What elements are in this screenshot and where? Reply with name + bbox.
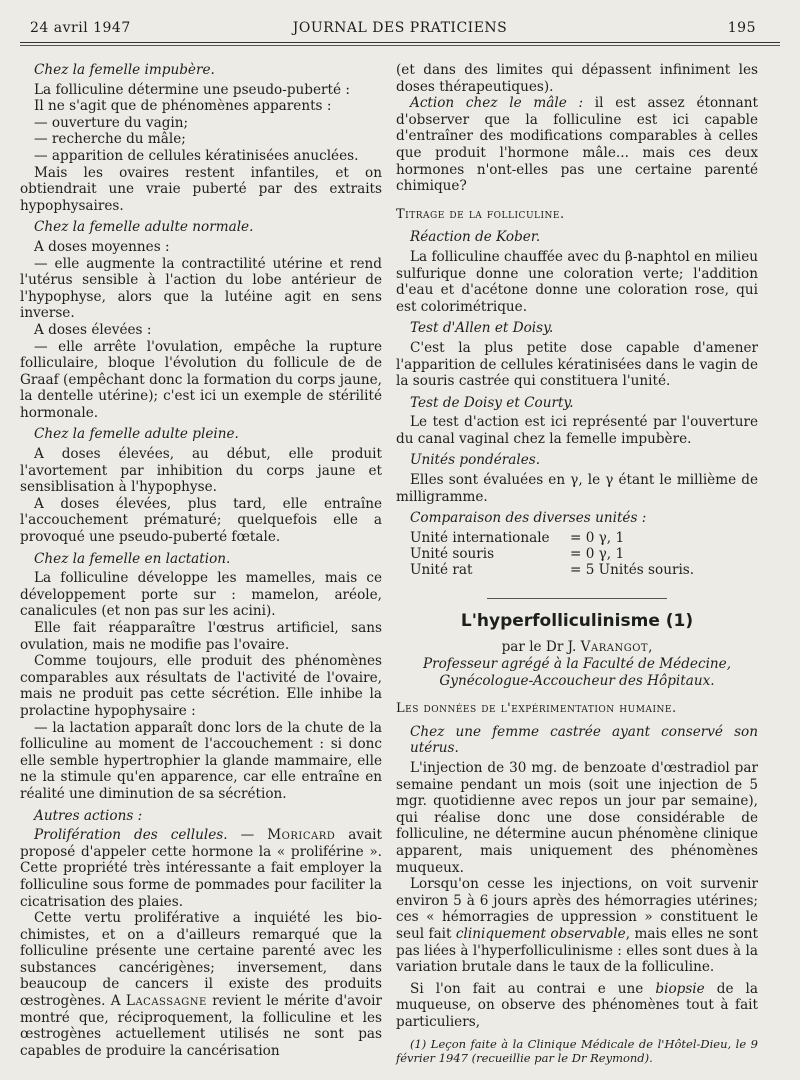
paragraph [396, 981, 758, 1031]
paragraph-text: il est assez étonnant d'observer que la folliculine est ici capable d'entraîner des modifications comparables à celles que produit l'hormone mâle... mais ces deux hormones n'ont-elles pas une certaine parenté chimique? [396, 95, 758, 195]
header-journal-title: JOURNAL DES PRATICIENS [292, 20, 508, 36]
unit-value: = 5 Unités souris. [570, 561, 695, 578]
unit-name: Unité internationale [410, 529, 550, 546]
section-heading-experimentation: Les données de l'expérimentation humaine. [396, 701, 677, 717]
list-item: — ouverture du vagin; [34, 114, 189, 131]
author-prefix: par le Dr J. [501, 639, 581, 656]
paragraph-proliferation [20, 827, 382, 910]
heading-unites-ponderales: Unités pondérales. [410, 452, 541, 469]
paragraph: Le test d'action est ici représenté par l'ouverture du canal vaginal chez la femelle impubère. [396, 414, 758, 447]
paragraph-text: revient le mérite d'avoir montré que, réciproquement, la folliculine et les œstrogènes actuellement utilisés ne sont pas capables de produire la cancérisation [20, 993, 382, 1059]
unit-name: Unité rat [410, 561, 473, 578]
heading-allen-doisy: Test d'Allen et Doisy. [410, 320, 554, 337]
heading-comparaison: Comparaison des diverses unités : [410, 510, 647, 527]
right-column [396, 62, 758, 1065]
paragraph: A doses élevées, au début, elle produit l'avortement par inhibition du corps jaune et sensiblisation à l'hypophyse. [20, 446, 382, 496]
paragraph: Elle fait réapparaître l'œstrus artificiel, sans ovulation, mais ne modifie pas l'ovaire. [20, 620, 382, 653]
paragraph-text: , mais elles ne sont pas liées à l'hyperfolliculinisme : elles sont dues à la variation brutale dans le taux de la folliculine. [396, 925, 758, 976]
paragraph: Elles sont évaluées en γ, le γ étant le millième de milligramme. [396, 472, 758, 505]
section-heading-titrage: Titrage de la folliculine. [396, 206, 565, 222]
footnote: (1) Leçon faite à la Clinique Médicale de l'Hôtel-Dieu, le 9 février 1947 (recueillie par le Dr Reymond). [396, 1036, 758, 1065]
author-name: Moricard [267, 827, 336, 844]
paragraph: L'injection de 30 mg. de benzoate d'œstradiol par semaine pendant un mois (soit une injection de 5 mgr. quotidienne avec repos un jour par semaine), qui réalise donc une dose considérable de folliculine, ne détermine aucun phénomène clinique apparent, mais uniquement des phénomènes muqueux. [396, 760, 758, 876]
article-author [396, 639, 758, 656]
header-rule [20, 42, 780, 43]
subheading-proliferation: Prolifération des cellules. [34, 827, 228, 844]
unit-value: = 0 γ, 1 [570, 529, 625, 546]
paragraph: La folliculine détermine une pseudo-puberté : [34, 81, 350, 98]
heading-doisy-courty: Test de Doisy et Courty. [410, 394, 574, 411]
header-date: 24 avril 1947 [30, 20, 131, 36]
paragraph-text: avait proposé d'appeler cette hormone la « proliférine ». Cette propriété très intéressante a fait employer la folliculine sous forme de pommades pour faciliter la cicatrisation des plaies. [20, 827, 382, 910]
paragraph [20, 910, 382, 1059]
header-page-number: 195 [727, 20, 756, 36]
paragraph: La folliculine chauffée avec du β-naphtol en milieu sulfurique donne une coloration verte; l'addition d'eau et d'acétone donne une coloration rose, qui est colorimétrique. [396, 248, 758, 315]
header-rule-thin [20, 45, 780, 46]
heading-impubere: Chez la femelle impubère. [34, 62, 215, 78]
emphasis: biopsie [655, 980, 705, 997]
units-table [410, 530, 694, 578]
paragraph-text: Si l'on fait au contrai e une [410, 980, 656, 997]
table-row [410, 530, 694, 546]
unit-name: Unité souris [410, 545, 495, 562]
subheading-male: Action chez le mâle : [410, 95, 584, 112]
author-affiliation: Professeur agrégé à la Faculté de Médecine, [422, 656, 732, 673]
paragraph: — elle augmente la contractilité utérine et rend l'utérus sensible à l'action du lobe antérieur de l'hypophyse, alors que la lutéine agit en sens inverse. [20, 255, 382, 322]
left-column [20, 62, 382, 1059]
paragraph: A doses moyennes : [34, 238, 170, 255]
paragraph: Comme toujours, elle produit des phénomènes comparables aux résultats de l'activité de l'ovaire, mais ne produit pas cette sécrétion. Elle inhibe la prolactine hypophysaire : [20, 653, 382, 719]
author-suffix: , [648, 639, 653, 656]
dash: — [227, 827, 268, 844]
article-title: L'hyperfolliculinisme (1) [460, 610, 694, 631]
paragraph: La folliculine développe les mamelles, mais ce développement porte sur : mamelon, aréole, canalicules (et non pas sur les acini). [20, 570, 382, 620]
unit-value: = 0 γ, 1 [570, 545, 625, 562]
paragraph: A doses élevées, plus tard, elle entraîne l'accouchement prématuré; quelquefois elle a provoqué une pseudo-puberté fœtale. [20, 495, 382, 546]
author-name: Lacassagne [125, 993, 207, 1010]
author-name: Varangot [580, 639, 649, 656]
running-header [30, 16, 770, 44]
list-item: — recherche du mâle; [34, 131, 186, 148]
heading-adulte-normale: Chez la femelle adulte normale. [34, 219, 254, 236]
heading-adulte-pleine: Chez la femelle adulte pleine. [34, 426, 239, 443]
paragraph: Il ne s'agit que de phénomènes apparents : [34, 98, 332, 115]
table-row [410, 562, 694, 578]
paragraph-text: Lorsqu'on cesse les injections, on voit survenir environ 5 à 6 jours après des hémorragies utérines; ces « hémorragies de uppression » constituent le seul fait [396, 876, 758, 942]
paragraph-text: de la muqueuse, on observe des phénomènes tout à fait particuliers, [396, 980, 758, 1030]
paragraph: C'est la plus petite dose capable d'amener l'apparition de cellules kératinisées dans le vagin de la souris castrée qui constituera l'unité. [396, 339, 758, 390]
table-row [410, 546, 694, 562]
paragraph-text: Cette vertu proliférative a inquiété les bio-chimistes, et on a d'ailleurs remarqué que la folliculine présente une certaine parenté avec les substances cancérigènes; inversement, dans beaucoup de cancers il existe des produits œstrogènes. A [20, 910, 382, 1010]
heading-femme-castree: Chez une femme castrée ayant conservé son utérus. [410, 723, 758, 757]
list-item: — apparition de cellules kératinisées anuclées. [34, 147, 359, 164]
paragraph: A doses élevées : [34, 321, 152, 338]
heading-autres-actions: Autres actions : [34, 807, 143, 824]
paragraph: (et dans des limites qui dépassent infiniment les doses thérapeutiques). [396, 62, 758, 95]
section-divider [487, 598, 667, 599]
paragraph: Mais les ovaires restent infantiles, et on obtiendrait une vraie puberté par des extraits hypophysaires. [20, 164, 382, 214]
heading-kober: Réaction de Kober. [410, 229, 541, 246]
emphasis: cliniquement observable [455, 925, 626, 942]
author-affiliation: Gynécologue-Accoucheur des Hôpitaux. [439, 672, 715, 689]
paragraph [396, 876, 758, 976]
paragraph-male [396, 95, 758, 195]
heading-lactation: Chez la femelle en lactation. [34, 550, 231, 567]
paragraph: — elle arrête l'ovulation, empêche la rupture folliculaire, bloque l'évolution du follicule de de Graaf (empêchant donc la formation du corps jaune, la dentelle utérine); c'est ici un exemple de stérilité hormonale. [20, 338, 382, 421]
paragraph: — la lactation apparaît donc lors de la chute de la folliculine au moment de l'accouchement : si donc elle semble hypertrophier la glande mammaire, elle ne la stimule qu'en apparence, car elle entraîne en réalité une diminution de sa sécrétion. [20, 719, 382, 802]
